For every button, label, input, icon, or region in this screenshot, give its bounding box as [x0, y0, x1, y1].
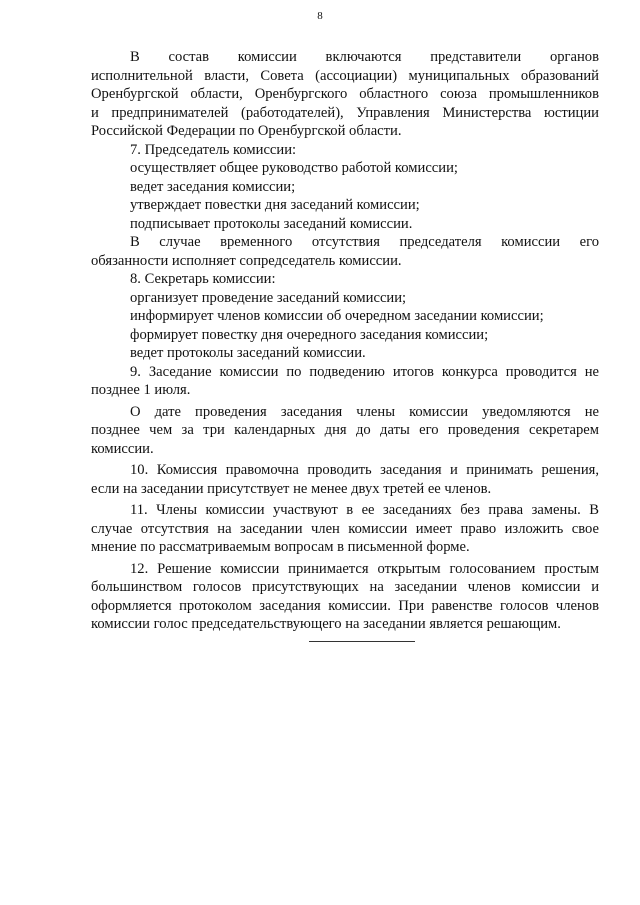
- text-line: Оренбургской области, Оренбургского областного союза промышленников: [91, 86, 599, 102]
- paragraph-commission-composition: [91, 48, 599, 141]
- paragraph-chairman-duty: подписывает протоколы заседаний комиссии.: [130, 215, 413, 232]
- text-line: Российской Федерации по Оренбургской области.: [91, 123, 402, 139]
- paragraph-secretary-duty: ведет протоколы заседаний комиссии.: [130, 345, 366, 361]
- text-line: О дате проведения заседания члены комиссии уведомляются не: [130, 403, 599, 420]
- paragraph-secretary-heading: 8. Секретарь комиссии:: [130, 271, 276, 287]
- paragraph-meeting-notice: [91, 403, 599, 459]
- text-line: 9. Заседание комиссии по подведению итогов конкурса проводится не: [130, 363, 599, 380]
- paragraph-chairman-duty: утверждает повестки дня заседаний комиссии;: [130, 197, 420, 213]
- text-line: позднее 1 июля.: [91, 382, 191, 398]
- page-number: 8: [317, 10, 323, 22]
- paragraph-meeting-date: [91, 363, 599, 400]
- paragraph-chairman-duty: осуществляет общее руководство работой комиссии;: [130, 160, 458, 176]
- text-line: 10. Комиссия правомочна проводить заседания и принимать решения,: [130, 462, 599, 478]
- paragraph-secretary-duty: информирует членов комиссии об очередном заседании комиссии;: [130, 308, 544, 324]
- paragraph-decision: [91, 560, 599, 634]
- text-line: случае отсутствия на заседании член комиссии имеет право изложить свое: [91, 520, 599, 537]
- paragraph-secretary-duty: организует проведение заседаний комиссии;: [130, 289, 407, 306]
- paragraph-quorum: [91, 461, 599, 498]
- text-line: комиссии голос председательствующего на заседании является решающим.: [91, 616, 561, 632]
- text-line: 12. Решение комиссии принимается открытым голосованием простым: [130, 560, 599, 577]
- text-line: исполнительной власти, Совета (ассоциации) муниципальных образований: [91, 67, 599, 84]
- text-line: обязанности исполняет сопредседатель комиссии.: [91, 252, 402, 269]
- text-line: оформляется протоколом заседания комиссии. При равенстве голосов членов: [91, 597, 599, 614]
- text-line: позднее чем за три календарных дня до даты его проведения секретарем: [91, 422, 599, 438]
- paragraph-chairman-heading: 7. Председатель комиссии:: [130, 141, 297, 158]
- paragraph-chairman-duty: ведет заседания комиссии;: [130, 178, 296, 195]
- text-line: комиссии.: [91, 440, 154, 457]
- paragraph-chairman-absence: [91, 233, 599, 270]
- text-line: В случае временного отсутствия председателя комиссии его: [130, 234, 599, 250]
- text-line: В состав комиссии включаются представители органов: [130, 49, 599, 65]
- paragraph-secretary-duty: формирует повестку дня очередного заседания комиссии;: [130, 326, 489, 343]
- document-body: [91, 48, 599, 634]
- text-line: большинством голосов присутствующих на заседании членов комиссии и: [91, 579, 599, 595]
- text-line: 11. Члены комиссии участвуют в ее заседаниях без права замены. В: [130, 502, 599, 518]
- text-line: и предпринимателей (работодателей), Управления Министерства юстиции: [91, 104, 599, 121]
- text-line: мнение по рассматриваемым вопросам в письменной форме.: [91, 539, 470, 555]
- end-divider: [309, 641, 415, 642]
- paragraph-members-participation: [91, 501, 599, 557]
- text-line: если на заседании присутствует не менее двух третей ее членов.: [91, 480, 492, 497]
